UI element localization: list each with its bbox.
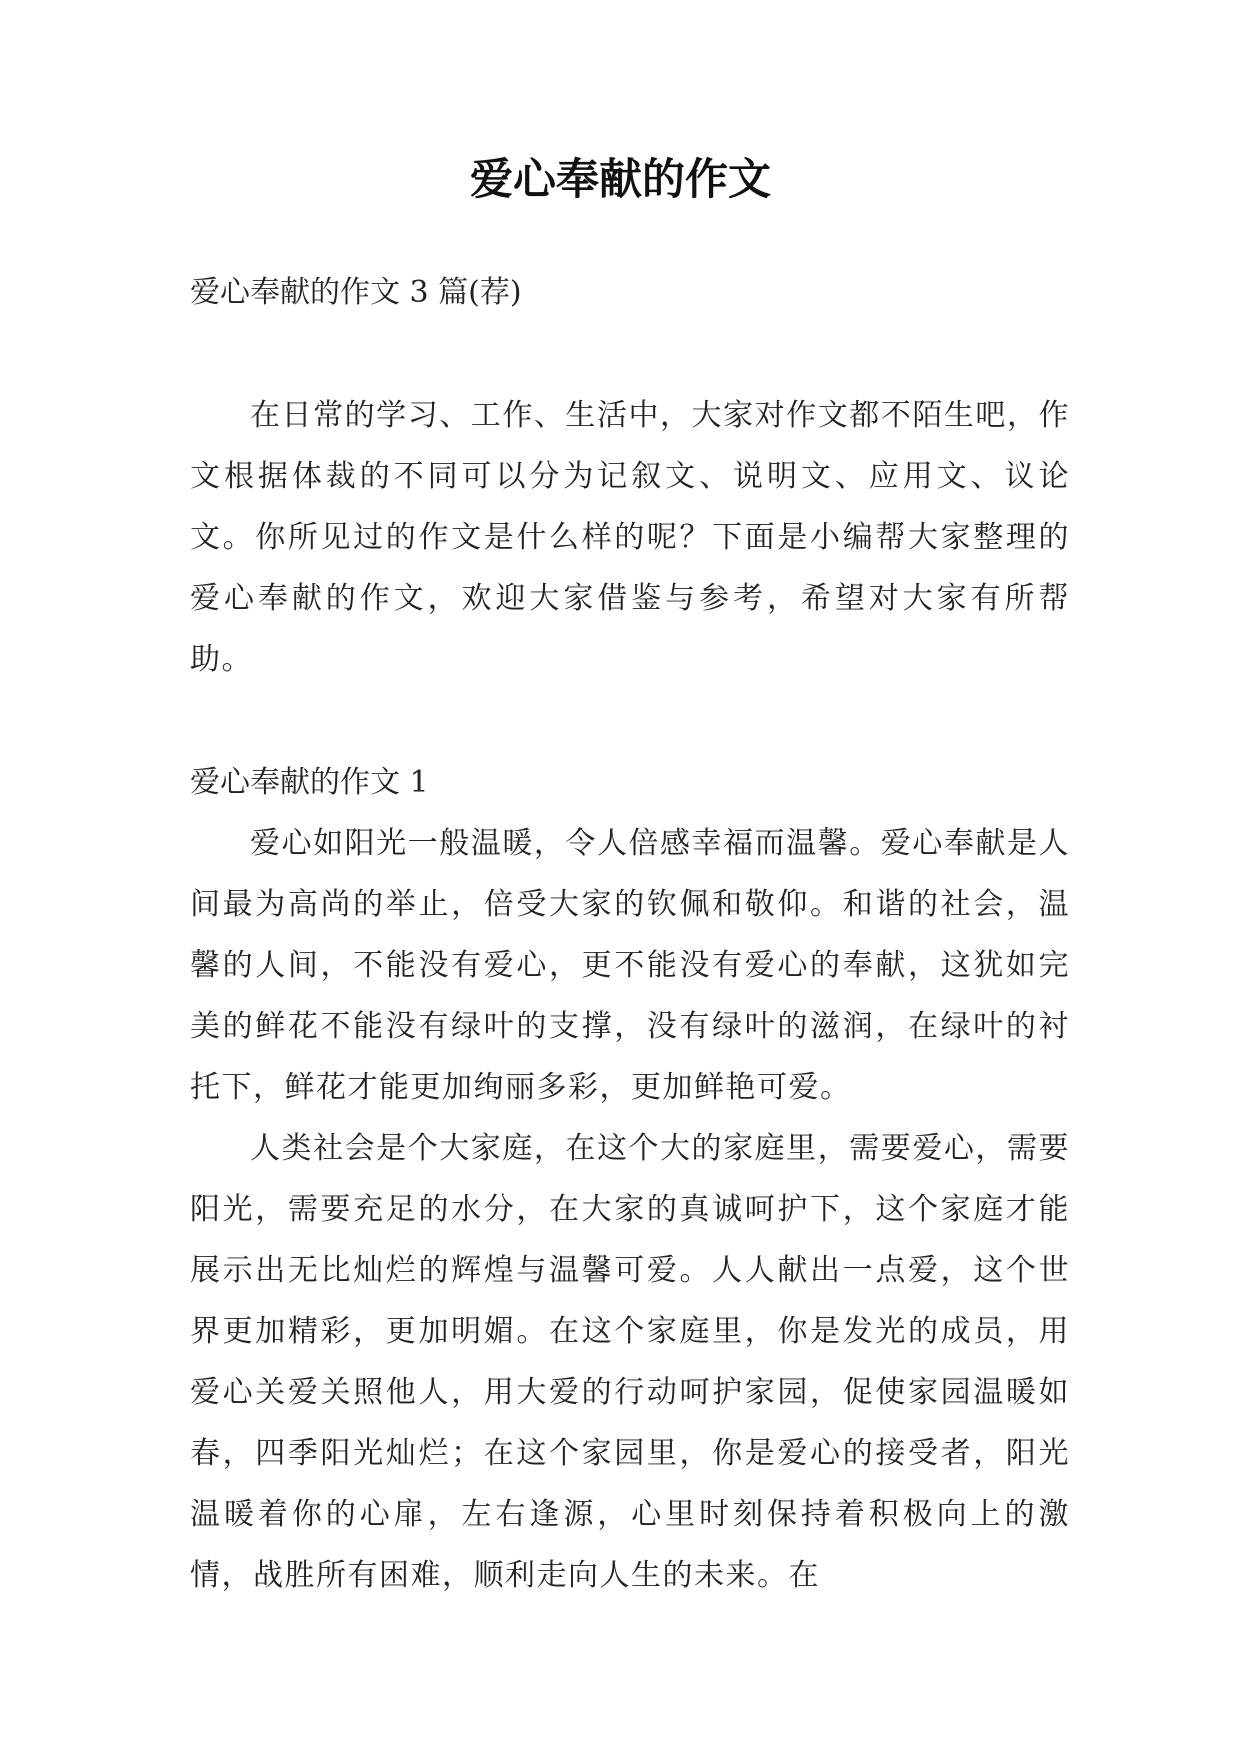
body-paragraph: 爱心如阳光一般温暖，令人倍感幸福而温馨。爱心奉献是人间最为高尚的举止，倍受大家的钦佩和敬仰。和谐的社会，温馨的人间，不能没有爱心，更不能没有爱心的奉献，这犹如完美的鲜花不能没有绿叶的支撑，没有绿叶的滋润，在绿叶的衬托下，鲜花才能更加绚丽多彩，更加鲜艳可爱。	[190, 826, 1070, 1105]
spacer	[190, 323, 1070, 385]
intro-paragraph: 在日常的学习、工作、生活中，大家对作文都不陌生吧，作文根据体裁的不同可以分为记叙文、说明文、应用文、议论文。你所见过的作文是什么样的呢？下面是小编帮大家整理的爱心奉献的作文，欢迎大家借鉴与参考，希望对大家有所帮助。	[190, 398, 1070, 677]
body-paragraph: 人类社会是个大家庭，在这个大的家庭里，需要爱心，需要阳光，需要充足的水分，在大家的真诚呵护下，这个家庭才能展示出无比灿烂的辉煌与温馨可爱。人人献出一点爱，这个世界更加精彩，更加明媚。在这个家庭里，你是发光的成员，用爱心关爱关照他人，用大爱的行动呵护家园，促使家园温暖如春，四季阳光灿烂；在这个家园里，你是爱心的接受者，阳光温暖着你的心扉，左右逢源，心里时刻保持着积极向上的激情，战胜所有困难，顺利走向人生的未来。在	[190, 1131, 1070, 1593]
section-heading: 爱心奉献的作文 1	[190, 765, 429, 800]
spacer	[190, 690, 1070, 752]
document-title: 爱心奉献的作文	[470, 155, 771, 205]
document-body	[190, 262, 1070, 1606]
document-subtitle: 爱心奉献的作文 3 篇(荐)	[190, 275, 522, 310]
